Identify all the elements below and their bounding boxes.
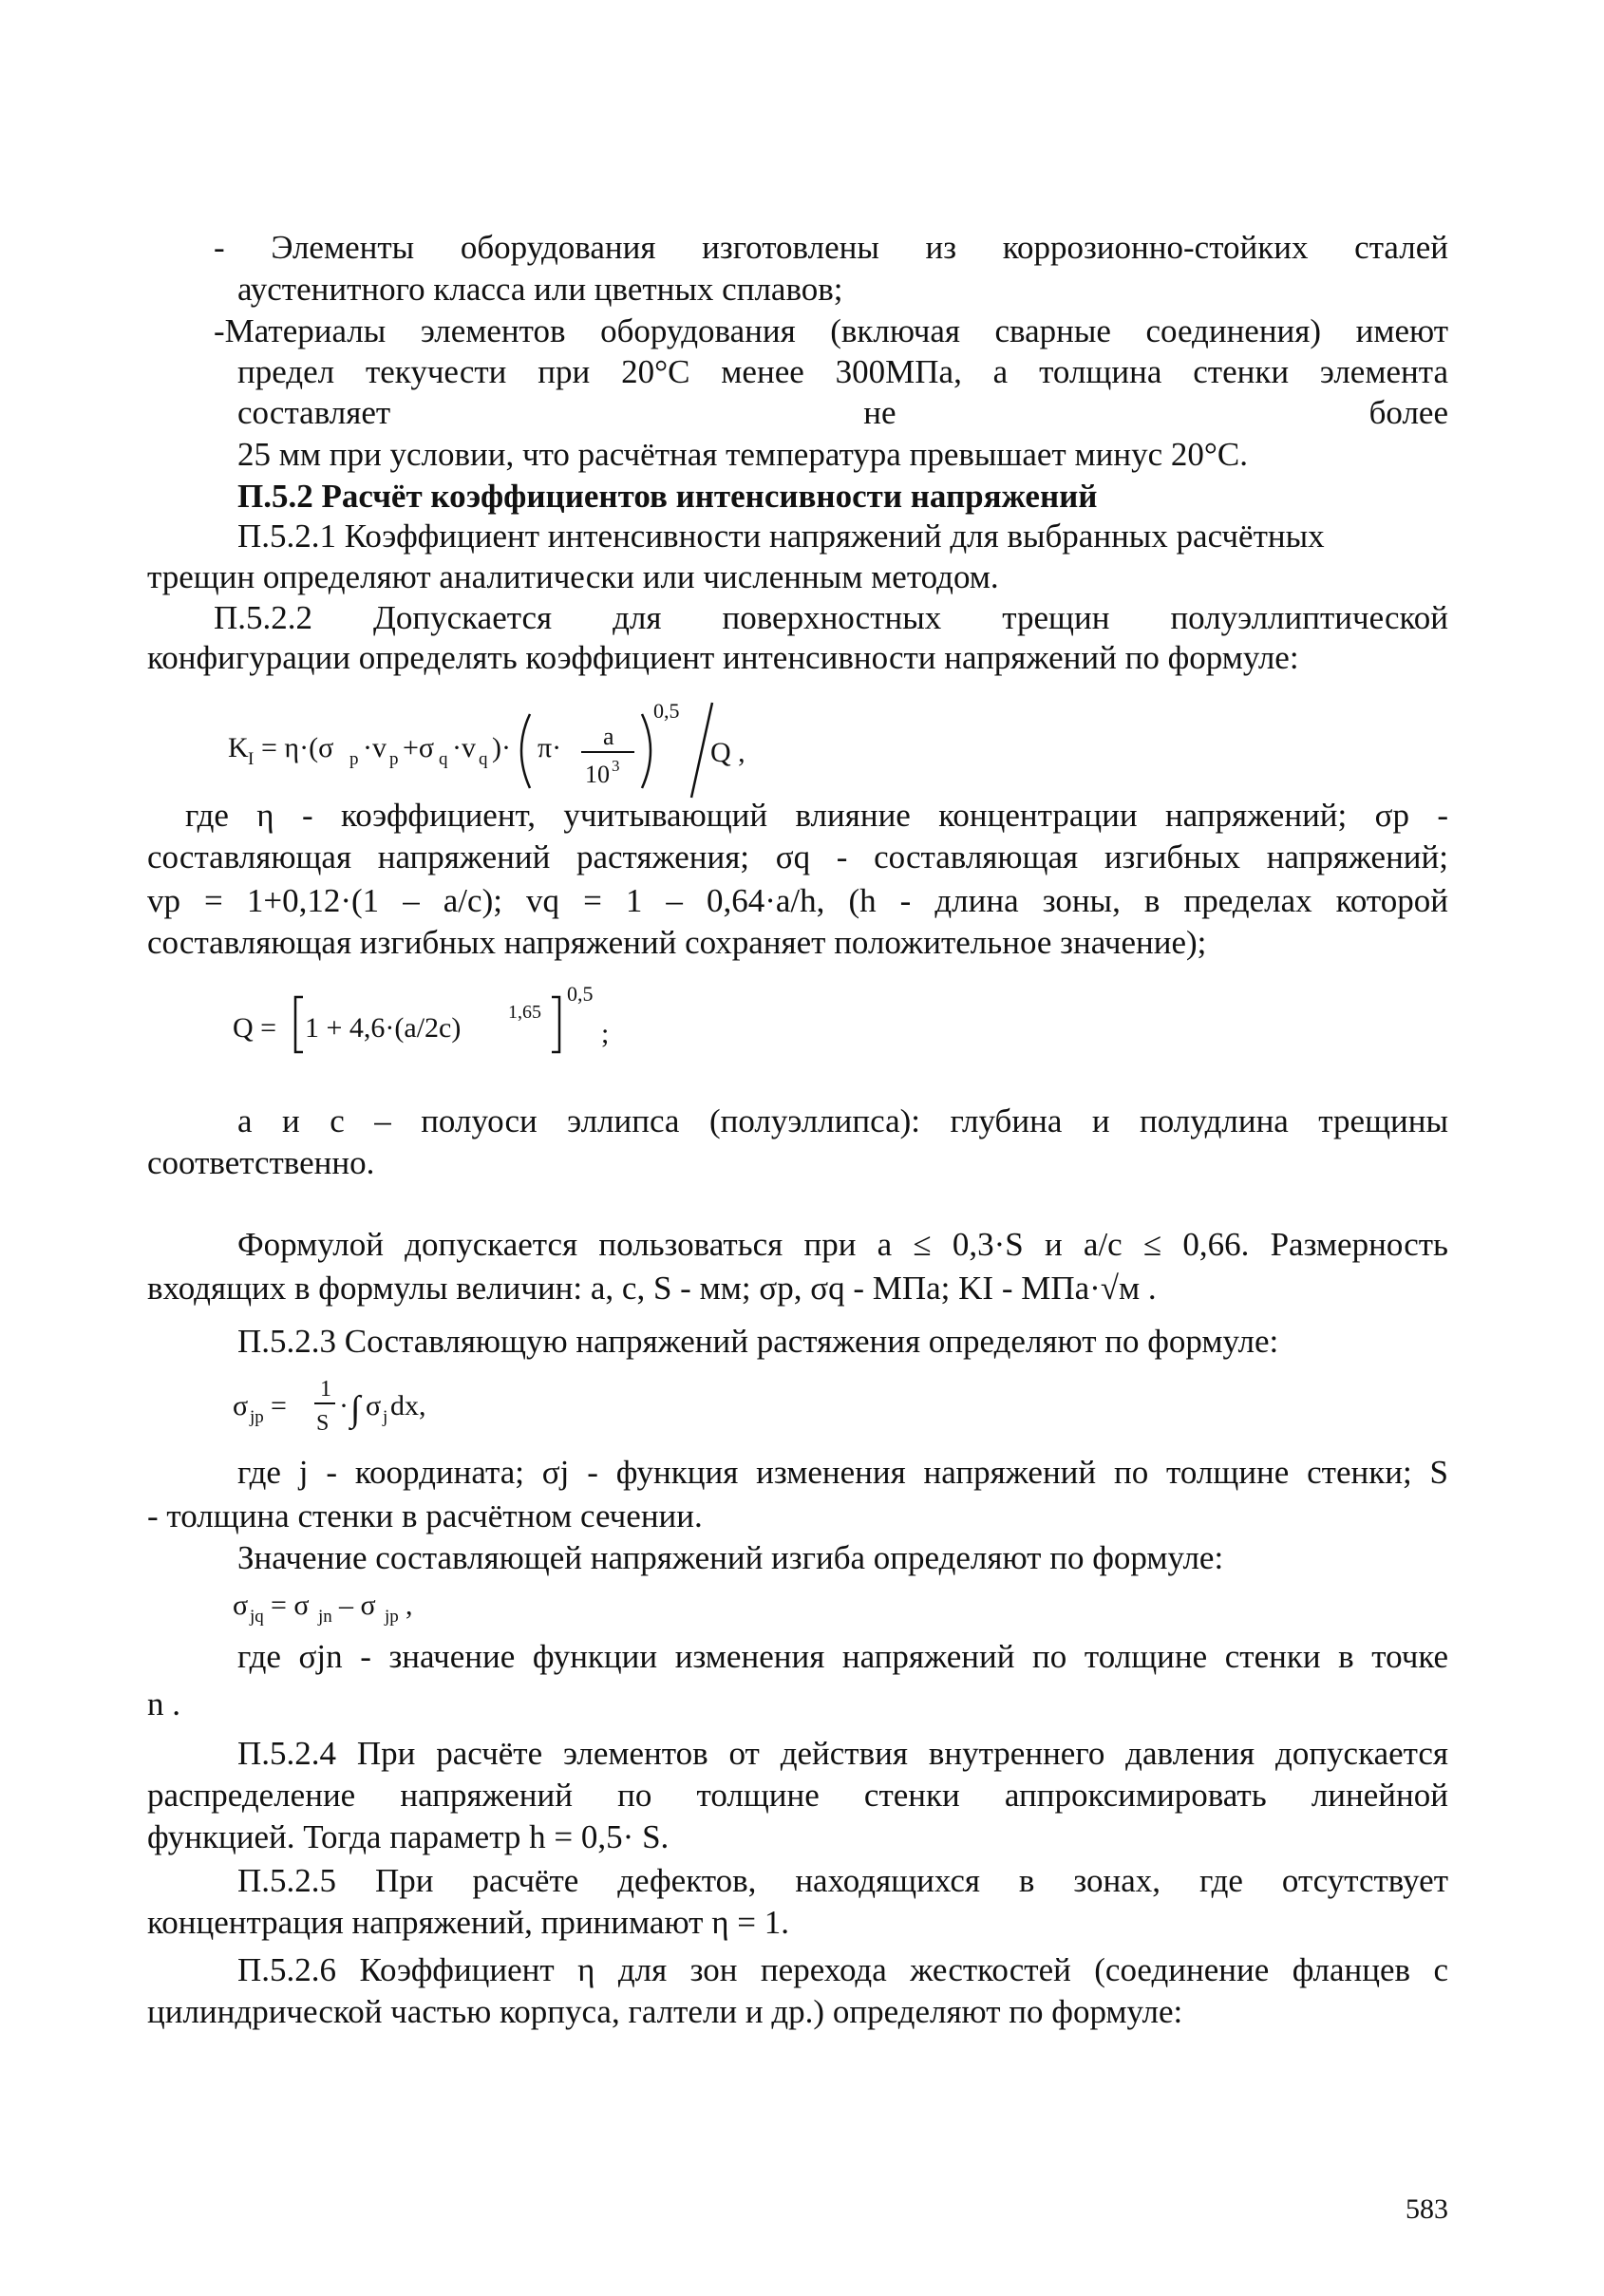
text-line: составляет не более — [237, 394, 1448, 431]
svg-text:=: = — [271, 1390, 287, 1421]
text-line: предел текучести при 20°С менее 300МПа, а толщина стенки элемента — [237, 353, 1448, 390]
svg-text:j: j — [383, 1407, 388, 1427]
svg-text:1: 1 — [320, 1377, 331, 1402]
svg-text:π·: π· — [538, 732, 562, 763]
svg-text:p: p — [389, 749, 399, 769]
svg-text:S: S — [316, 1411, 330, 1436]
text-line: составляющая напряжений растяжения; σq - составляющая изгибных напряжений; — [147, 838, 1448, 875]
svg-text:– σ: – σ — [339, 1590, 376, 1621]
svg-text:3: 3 — [612, 757, 620, 775]
text-line: составляющая изгибных напряжений сохраняет положительное значение); — [147, 924, 1207, 961]
text-line: где η - коэффициент, учитывающий влияние концентрации напряжений; σp - — [185, 797, 1448, 834]
text-line: Значение составляющей напряжений изгиба определяют по формуле: — [237, 1539, 1224, 1576]
text-line: - Элементы оборудования изготовлены из коррозионно-стойких сталей — [214, 229, 1448, 266]
text-line: концентрация напряжений, принимают η = 1. — [147, 1904, 789, 1941]
page-number: 583 — [1406, 2193, 1448, 2225]
svg-text:Q =: Q = — [233, 1012, 277, 1044]
svg-text:p: p — [349, 749, 359, 769]
formula-svg — [228, 693, 855, 807]
text-line: где σjn - значение функции изменения напряжений по толщине стенки в точке — [237, 1638, 1448, 1675]
text-line: 25 мм при условии, что расчётная температура превышает минус 20°С. — [237, 436, 1248, 473]
text-line: -Материалы элементов оборудования (включая сварные соединения) имеют — [214, 312, 1448, 349]
svg-text:+σ: +σ — [403, 732, 435, 763]
text-line: функцией. Тогда параметр h = 0,5· S. — [147, 1818, 670, 1855]
svg-text:;: ; — [601, 1018, 610, 1049]
formula-svg — [233, 1367, 518, 1443]
svg-text:Q ,: Q , — [710, 737, 745, 768]
text-line: цилиндрической частью корпуса, галтели и др.) определяют по формуле: — [147, 1993, 1183, 2030]
text-line: входящих в формулы величин: а, с, S - мм; σp, σq - МПа; KI - МПа·√м . — [147, 1270, 1157, 1307]
text-line: n . — [147, 1685, 180, 1722]
svg-text:,: , — [406, 1590, 413, 1621]
svg-text:q: q — [439, 749, 448, 769]
formula-svg — [233, 1584, 518, 1631]
svg-text:0,5: 0,5 — [653, 699, 680, 723]
svg-text:σ: σ — [233, 1390, 249, 1421]
svg-text:jp: jp — [385, 1607, 399, 1627]
formula-sigma-jq — [233, 1584, 518, 1642]
svg-text:·v: ·v — [452, 732, 476, 763]
svg-text:= η·(σ: = η·(σ — [261, 732, 334, 763]
text-line: П.5.2.5 При расчёте дефектов, находящихся в зонах, где отсутствует — [237, 1862, 1448, 1899]
text-line: П.5.2.3 Составляющую напряжений растяжения определяют по формуле: — [237, 1323, 1279, 1360]
svg-text:σ: σ — [366, 1390, 382, 1421]
svg-text:10: 10 — [585, 761, 610, 788]
svg-text:K: K — [228, 732, 249, 763]
formula-sigma-jp — [233, 1367, 518, 1454]
svg-text:)·: )· — [492, 732, 511, 763]
svg-text:a: a — [603, 723, 614, 750]
svg-text:σ: σ — [233, 1590, 249, 1621]
text-line: соответственно. — [147, 1144, 375, 1181]
text-line: П.5.2.6 Коэффициент η для зон перехода жесткостей (соединение фланцев с — [237, 1951, 1448, 1988]
svg-text:= σ: = σ — [271, 1590, 310, 1621]
text-line: где j - координата; σj - функция изменения напряжений по толщине стенки; S — [237, 1454, 1448, 1491]
text-line: Формулой допускается пользоваться при a ≤ 0,3·S и a/c ≤ 0,66. Размерность — [237, 1226, 1448, 1263]
text-line: П.5.2.1 Коэффициент интенсивности напряжений для выбранных расчётных — [237, 518, 1325, 555]
text-line: П.5.2.2 Допускается для поверхностных трещин полуэллиптической — [214, 599, 1448, 636]
svg-text:jn: jn — [318, 1607, 332, 1627]
text-line: распределение напряжений по толщине стенки аппроксимировать линейной — [147, 1777, 1448, 1814]
formula-Q — [233, 978, 632, 1074]
text-line: а и с – полуоси эллипса (полуэллипса): глубина и полудлина трещины — [237, 1102, 1448, 1139]
svg-text:dx,: dx, — [390, 1390, 426, 1421]
svg-text:1,65: 1,65 — [508, 1002, 541, 1023]
svg-text:q: q — [479, 749, 488, 769]
section-heading: П.5.2 Расчёт коэффициентов интенсивности напряжений — [237, 478, 1098, 515]
svg-text:∫: ∫ — [350, 1389, 361, 1429]
text-line: П.5.2.4 При расчёте элементов от действия внутреннего давления допускается — [237, 1735, 1448, 1772]
formula-svg — [233, 978, 632, 1063]
svg-text:jp: jp — [250, 1407, 264, 1427]
text-line: конфигурации определять коэффициент интенсивности напряжений по формуле: — [147, 639, 1299, 676]
svg-text:1 + 4,6·(a/2c): 1 + 4,6·(a/2c) — [305, 1012, 462, 1044]
text-line: vp = 1+0,12·(1 – a/c); vq = 1 – 0,64·a/h, (h - длина зоны, в пределах которой — [147, 882, 1448, 919]
svg-text:jq: jq — [250, 1607, 264, 1627]
text-line: аустенитного класса или цветных сплавов; — [237, 271, 843, 308]
svg-text:I: I — [248, 749, 255, 769]
text-line: трещин определяют аналитически или численным методом. — [147, 558, 999, 595]
text-line: - толщина стенки в расчётном сечении. — [147, 1497, 703, 1534]
svg-text:·v: ·v — [363, 732, 387, 763]
svg-text:0,5: 0,5 — [567, 982, 594, 1006]
svg-text:·: · — [339, 1390, 349, 1421]
